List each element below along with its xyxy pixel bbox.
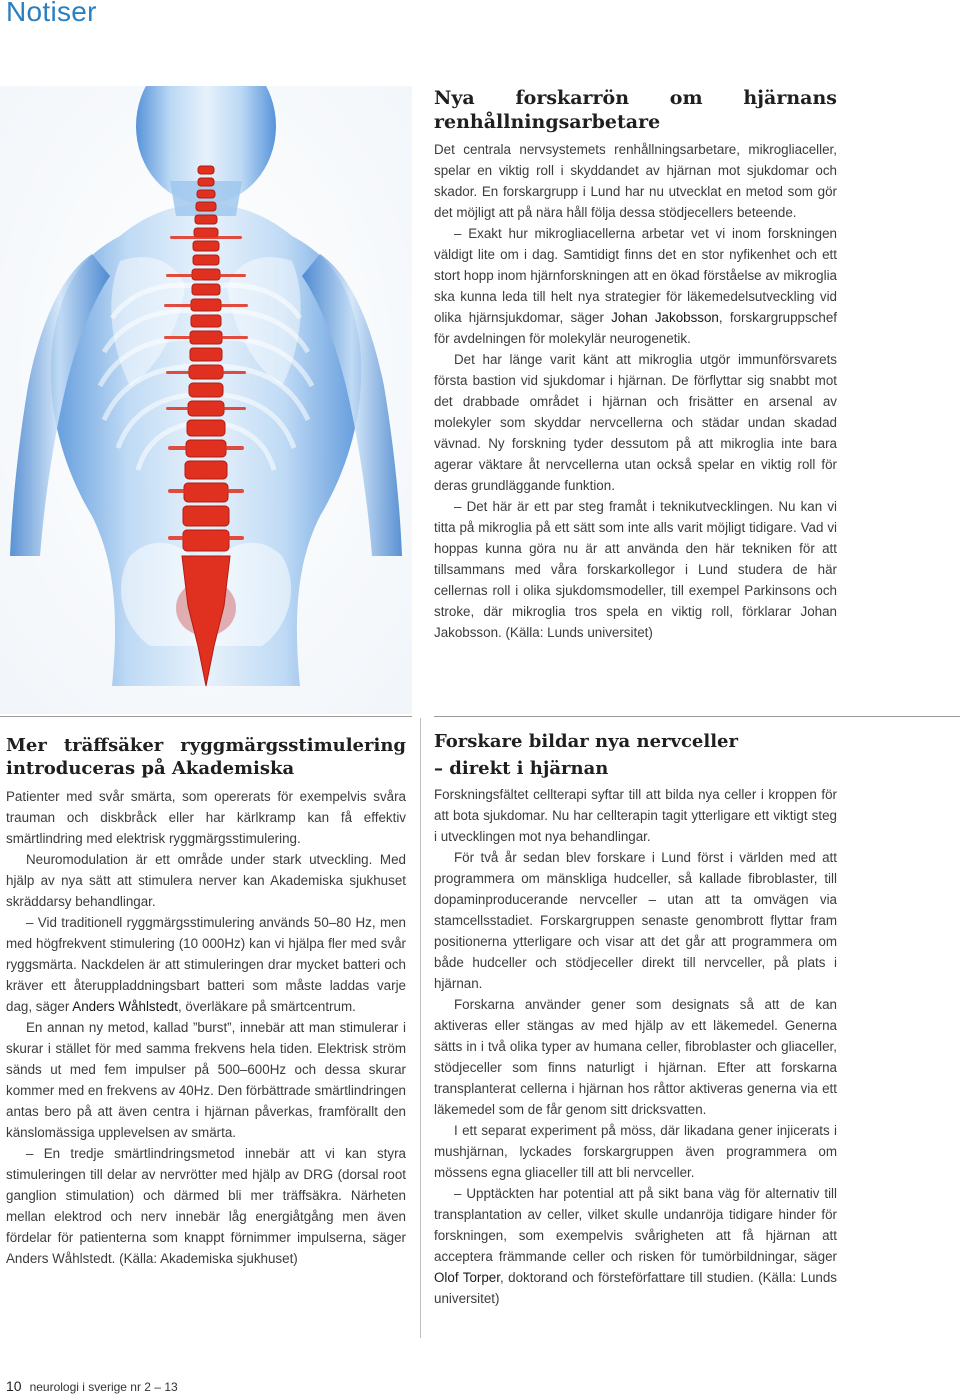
article-spinal-stimulation-headline: Mer träffsäker ryggmärgsstimulering introduceras på Akademiska [6,735,406,779]
person-name-johan-jakobsson: Johan Jakobsson [611,310,719,325]
article-new-neurons [434,728,837,1309]
article-spinal-stimulation-paragraph-1: Patienter med svår smärta, som opererats för exempelvis svåra trauman och diskbråck eller har kärlkramp kan få effektiv smärtlindring med elektrisk ryggmärgsstimulering. [6,789,406,846]
article-spinal-stimulation-paragraph-4: En annan ny metod, kallad ”burst”, innebär att man stimulerar i skurar i stället för med samma frekvens hela tiden. Elektrisk ström sänds ut med fem impulser på 500–600Hz och dessa skurar kommer med en frekvens av 40Hz. Den förbättrade smärtlindringen antas bero på att även centra i hjärnan påverkas, framförallt den känslomässiga upplevelsen av smärta. [6,1020,406,1140]
section-title: Notiser [6,0,97,27]
article-microglia-paragraph-3: Det har länge varit känt att mikroglia utgör immunförsvarets första bastion vid sjukdomar i hjärnan. De förflyttar sig snabbt mot det drabbade området i hjärnan och frisätter en arsenal av molekyler som skyddar nervcellerna och städar undan skadad vävnad. Ny forskning tyder dessutom på att mikroglia inte bara agerar väktare åt nervcellerna utan också spelar en viktig roll för deras grundläggande funktion. [434,352,837,493]
article-microglia [434,86,837,643]
spine-illustration [0,86,412,714]
horizontal-divider-right [434,716,960,717]
article-new-neurons-headline: Forskare bildar nya nervceller – direkt i hjärnan [434,731,738,779]
article-spinal-stimulation [6,734,406,1269]
page-footer [6,1378,178,1394]
publication-name: neurologi i sverige nr 2 – 13 [29,1380,178,1394]
article-microglia-headline: Nya forskarrön om hjärnans renhållningsarbetare [434,87,837,133]
article-new-neurons-paragraph-1: Forskningsfältet cellterapi syftar till att bilda nya celler i kroppen för att bota sjukdomar. Nu har cellterapin tagit ytterligare ett viktigt steg i utvecklingen mot nya behandlingar. [434,787,837,844]
article-microglia-paragraph-4: – Det här är ett par steg framåt i teknikutvecklingen. Nu kan vi titta på mikroglia på ett sätt som inte alls varit möjligt tidigare. Vad vi hoppas kunna göra nu är att använda den här tekniken för att tillsammans med våra forskarkollegor i Lund studera de här cellernas roll i olika sjukdomsmodeller, till exempel Parkinsons och stroke, där mikroglia tros spela en viktig roll, förklarar Johan Jakobsson. (Källa: Lunds universitet) [434,499,837,640]
article-spinal-stimulation-paragraph-2: Neuromodulation är ett område under stark utveckling. Med hjälp av nya sätt att stimulera nerver kan Akademiska sjukhuset skräddarsy behandlingar. [6,852,406,909]
article-microglia-paragraph-1: Det centrala nervsystemets renhållningsarbetare, mikrogliaceller, spelar en viktig roll i skyddandet av hjärnan mot sjukdomar och skador. En forskargrupp i Lund har nu utvecklat en metod som gör det möjligt att på nära håll följa dessa stödjecellers beteende. [434,142,837,220]
article-microglia-paragraph-2: – Exakt hur mikrogliacellerna arbetar vet vi inom forskningen väldigt lite om i dag. Samtidigt finns det en stor nyfikenhet och ett stort hopp inom hjärnforskningen att en ökad förståelse av mikroglia ska kunna leda till helt nya strategier för läkemedelsutveckling vid olika hjärnsjukdomar, säger Johan Jakobsson, forskargruppschef för avdelningen för molekylär neurogenetik. [434,226,837,346]
page-number: 10 [6,1378,22,1394]
article-new-neurons-paragraph-5: – Upptäckten har potential att på sikt bana väg för alternativ till transplantation av celler, vilket skulle undanröja tidigare hinder för forskningen, som exempelvis svårigheten att få hjärnan att acceptera främmande celler och risken för tumörbildningar, säger Olof Torper, doktorand och försteförfattare till studien. (Källa: Lunds universitet) [434,1186,837,1306]
column-divider [420,718,421,1338]
person-name-anders-wahlstedt: Anders Wåhlstedt [72,999,178,1014]
article-new-neurons-paragraph-2: För två år sedan blev forskare i Lund först i världen med att programmera om mänskliga hudceller, så kallade fibroblaster, till dopaminproducerande nervceller – utan att ta omvägen via stamcellsstadiet. Forskargruppen senaste genombrott flyttar fram positionerna ytterligare och visar att det går att programmera om både hudceller och stödjeceller direkt till nervceller, på plats i hjärnan. [434,850,837,991]
horizontal-divider-left [0,716,412,717]
article-new-neurons-paragraph-4: I ett separat experiment på möss, där likadana gener injicerats i mushjärnan, lyckades forskargruppen även programmera om mössens egna gliaceller till att bli nervceller. [434,1123,837,1180]
article-spinal-stimulation-paragraph-5: – En tredje smärtlindringsmetod innebär att vi kan styra stimuleringen till delar av nervrötter med hjälp av DRG (dorsal root ganglion stimulation) och därmed bli mer träffsäkra. Närheten mellan elektrod och nerv innebär låg energiåtgång men även fördelar för patienterna som knappt förnimmer impulserna, säger Anders Wåhlstedt. (Källa: Akademiska sjukhuset) [6,1146,406,1266]
article-spinal-stimulation-paragraph-3: – Vid traditionell ryggmärgsstimulering används 50–80 Hz, men med högfrekvent stimulering (10 000Hz) kan vi hjälpa fler med svår ryggsmärta. Nackdelen är att stimuleringen drar mycket batteri och kräver ett återuppladdningsbart batteri som måste laddas varje dag, säger Anders Wåhlstedt, överläkare på smärtcentrum. [6,915,406,1014]
article-new-neurons-paragraph-3: Forskarna använder gener som designats så att de kan aktiveras eller stängas av med hjälp av ett läkemedel. Generna sätts in i två olika typer av humana celler, fibroblaster och gliaceller, stödjeceller som finns naturligt i hjärnan. Efter att forskarna transplanterat cellerna i hjärnan hos råttor aktiveras generna via ett läkemedel som de får genom sitt dricksvatten. [434,997,837,1117]
person-name-olof-torper: Olof Torper [434,1270,500,1285]
